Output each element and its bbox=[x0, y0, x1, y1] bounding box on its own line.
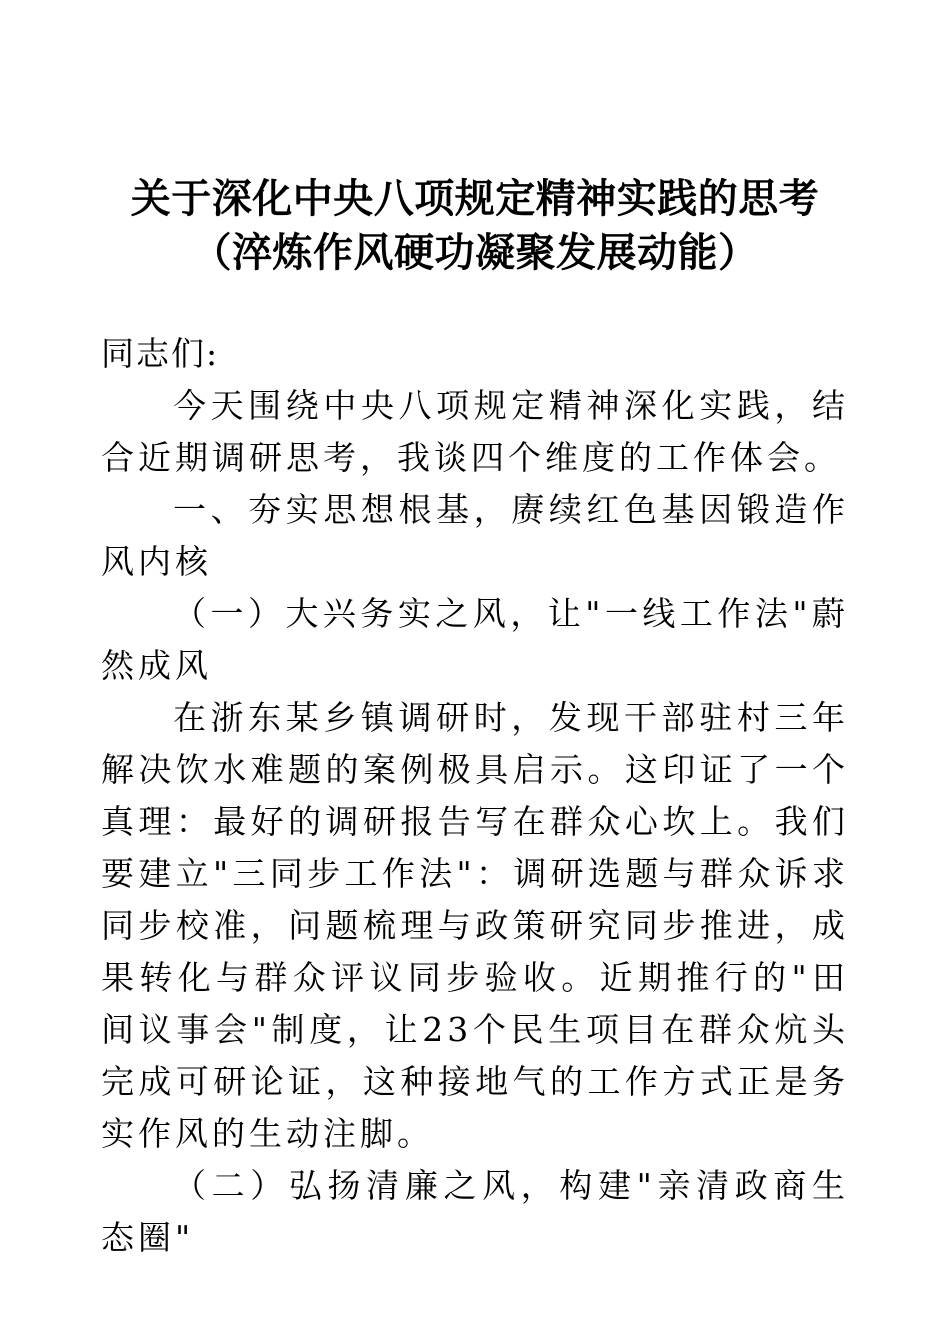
document-title bbox=[80, 172, 870, 280]
intro-paragraph: 今天围绕中央八项规定精神深化实践，结合近期调研思考，我谈四个维度的工作体会。 bbox=[101, 386, 849, 477]
subsection-1-body: 在浙东某乡镇调研时，发现干部驻村三年解决饮水难题的案例极具启示。这印证了一个真理：最好的调研报告写在群众心坎上。我们要建立"三同步工作法"：调研选题与群众诉求同步校准，问题梳理与政策研究同步推进，成果转化与群众评议同步验收。近期推行的"田间议事会"制度，让23个民生项目在群众炕头完成可研论证，这种接地气的工作方式正是务实作风的生动注脚。 bbox=[101, 698, 849, 1153]
section-1-heading: 一、夯实思想根基，赓续红色基因锻造作风内核 bbox=[101, 490, 849, 581]
subsection-1-heading: （一）大兴务实之风，让"一线工作法"蔚然成风 bbox=[101, 594, 849, 685]
title-line-1: 关于深化中央八项规定精神实践的思考 bbox=[130, 176, 820, 222]
title-line-2: （淬炼作风硬功凝聚发展动能） bbox=[191, 230, 759, 276]
document-body bbox=[101, 328, 849, 1264]
subsection-2-heading: （二）弘扬清廉之风，构建"亲清政商生态圈" bbox=[101, 1166, 849, 1257]
salutation: 同志们: bbox=[101, 334, 220, 373]
